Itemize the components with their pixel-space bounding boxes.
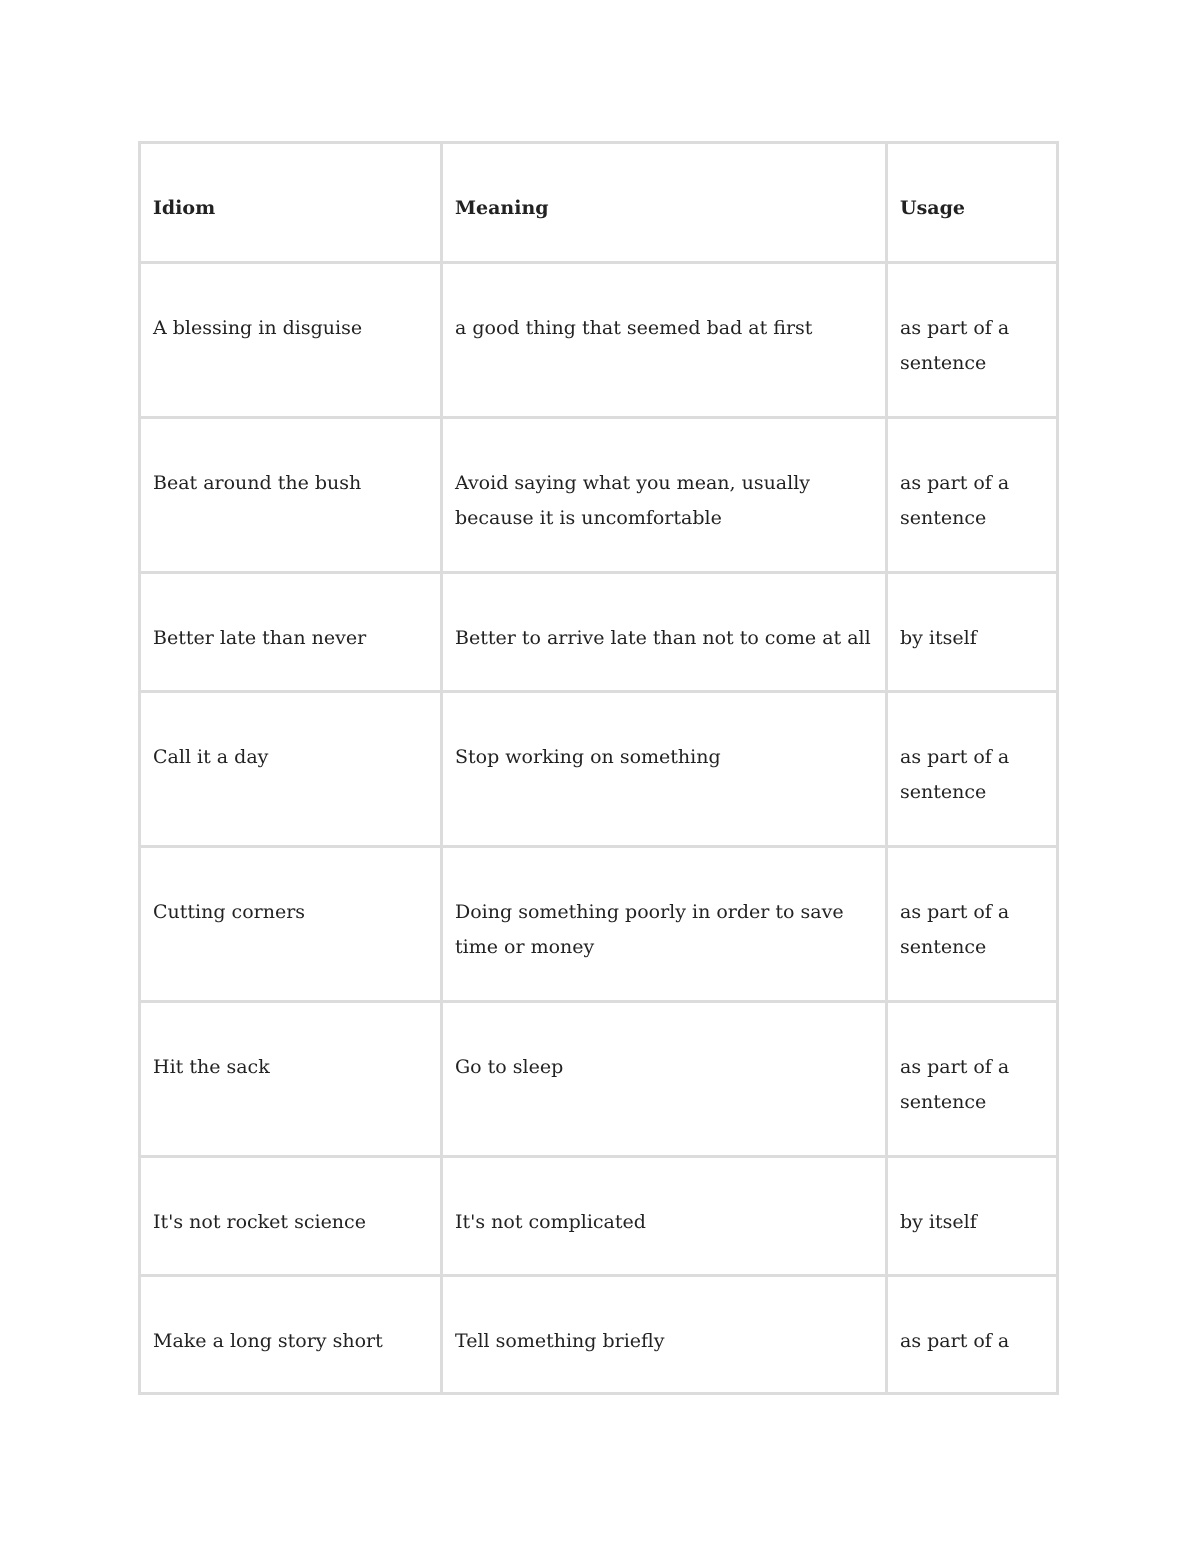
idiom-cell: Better late than never [140, 573, 442, 692]
meaning-cell: Tell something briefly [442, 1276, 887, 1394]
idiom-cell: Cutting corners [140, 847, 442, 1002]
idiom-cell: Beat around the bush [140, 418, 442, 573]
idiom-cell: Hit the sack [140, 1002, 442, 1157]
idioms-table [138, 141, 1059, 1395]
table-row [140, 692, 1058, 847]
idiom-cell: A blessing in disguise [140, 263, 442, 418]
header-meaning: Meaning [442, 143, 887, 263]
table-header-row [140, 143, 1058, 263]
meaning-cell: It's not complicated [442, 1157, 887, 1276]
table-row [140, 1157, 1058, 1276]
header-usage: Usage [887, 143, 1058, 263]
meaning-cell: Stop working on something [442, 692, 887, 847]
usage-cell: as part of a sentence [887, 1002, 1058, 1157]
usage-cell: by itself [887, 1157, 1058, 1276]
usage-cell: as part of a [887, 1276, 1058, 1394]
header-idiom: Idiom [140, 143, 442, 263]
idiom-cell: Call it a day [140, 692, 442, 847]
meaning-cell: a good thing that seemed bad at first [442, 263, 887, 418]
meaning-cell: Go to sleep [442, 1002, 887, 1157]
usage-cell: by itself [887, 573, 1058, 692]
idiom-cell: It's not rocket science [140, 1157, 442, 1276]
usage-cell: as part of a sentence [887, 692, 1058, 847]
usage-cell: as part of a sentence [887, 263, 1058, 418]
table-row [140, 847, 1058, 1002]
meaning-cell: Avoid saying what you mean, usually because it is uncomfortable [442, 418, 887, 573]
usage-cell: as part of a sentence [887, 847, 1058, 1002]
table-row [140, 1002, 1058, 1157]
table-row [140, 418, 1058, 573]
table-row [140, 573, 1058, 692]
table-row [140, 1276, 1058, 1394]
table-row [140, 263, 1058, 418]
idiom-cell: Make a long story short [140, 1276, 442, 1394]
meaning-cell: Doing something poorly in order to save time or money [442, 847, 887, 1002]
meaning-cell: Better to arrive late than not to come at all [442, 573, 887, 692]
usage-cell: as part of a sentence [887, 418, 1058, 573]
